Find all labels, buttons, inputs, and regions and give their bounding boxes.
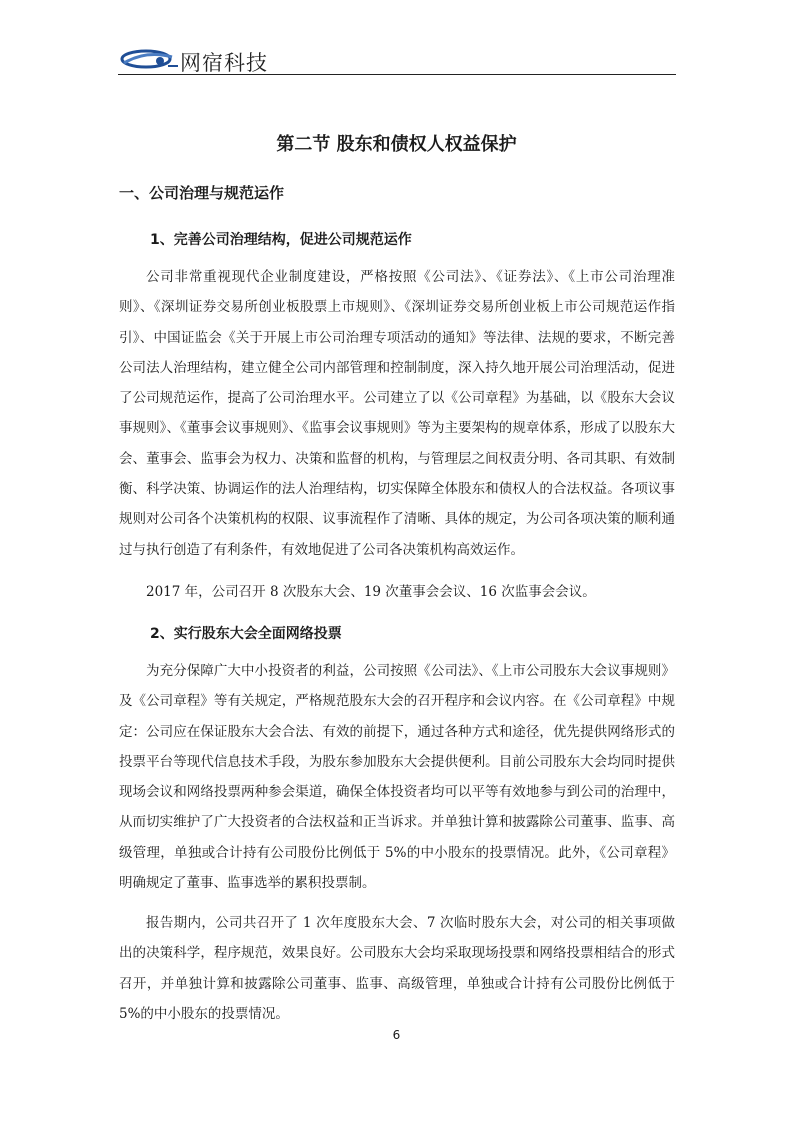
item-heading-voting: 2、实行股东大会全面网络投票 xyxy=(150,626,342,642)
brand-name: 网宿科技 xyxy=(180,51,268,75)
item-heading-governance: 1、完善公司治理结构，促进公司规范运作 xyxy=(150,232,412,248)
company-logo-icon xyxy=(120,46,180,72)
subsection-heading: 一、公司治理与规范运作 xyxy=(119,184,285,202)
paragraph-meeting-count: 2017 年，公司召开 8 次股东大会、19 次董事会会议、16 次监事会会议。 xyxy=(146,584,596,600)
section-title: 第二节 股东和债权人权益保护 xyxy=(276,134,517,155)
page-number: 6 xyxy=(392,1028,401,1042)
page-header xyxy=(118,44,676,75)
paragraph-reporting-period: 报告期内，公司共召开了 1 次年度股东大会、7 次临时股东大会，对公司的相关事项做出的决策科学，程序规范，效果良好。公司股东大会均采取现场投票和网络投票相结合的形式召开，并单独计算和披露除公司董事、监事、高级管理，单独或合计持有公司股份比例低于 5%的中小股东的投票情况。 xyxy=(119,915,675,1022)
paragraph-online-voting: 为充分保障广大中小投资者的利益，公司按照《公司法》、《上市公司股东大会议事规则》及《公司章程》等有关规定，严格规范股东大会的召开程序和会议内容。在《公司章程》中规定：公司应在保证股东大会合法、有效的前提下，通过各种方式和途径，优先提供网络形式的投票平台等现代信息技术手段，为股东参加股东大会提供便利。目前公司股东大会均同时提供现场会议和网络投票两种参会渠道，确保全体投资者均可以平等有效地参与到公司的治理中，从而切实维护了广大投资者的合法权益和正当诉求。并单独计算和披露除公司董事、监事、高级管理，单独或合计持有公司股份比例低于 5%的中小股东的投票情况。此外，《公司章程》明确规定了董事、监事选举的累积投票制。 xyxy=(119,663,675,892)
paragraph-governance: 公司非常重视现代企业制度建设，严格按照《公司法》、《证券法》、《上市公司治理准则》、《深圳证券交易所创业板股票上市规则》、《深圳证券交易所创业板上市公司规范运作指引》、中国证监会《关于开展上市公司治理专项活动的通知》等法律、法规的要求，不断完善公司法人治理结构，建立健全公司内部管理和控制制度，深入持久地开展公司治理活动，促进了公司规范运作，提高了公司治理水平。公司建立了以《公司章程》为基础，以《股东大会议事规则》、《董事会议事规则》、《监事会议事规则》等为主要架构的规章体系，形成了以股东大会、董事会、监事会为权力、决策和监督的机构，与管理层之间权责分明、各司其职、有效制衡、科学决策、协调运作的法人治理结构，切实保障全体股东和债权人的合法权益。各项议事规则对公司各个决策机构的权限、议事流程作了清晰、具体的规定，为公司各项决策的顺利通过与执行创造了有利条件，有效地促进了公司各决策机构高效运作。 xyxy=(119,269,675,558)
